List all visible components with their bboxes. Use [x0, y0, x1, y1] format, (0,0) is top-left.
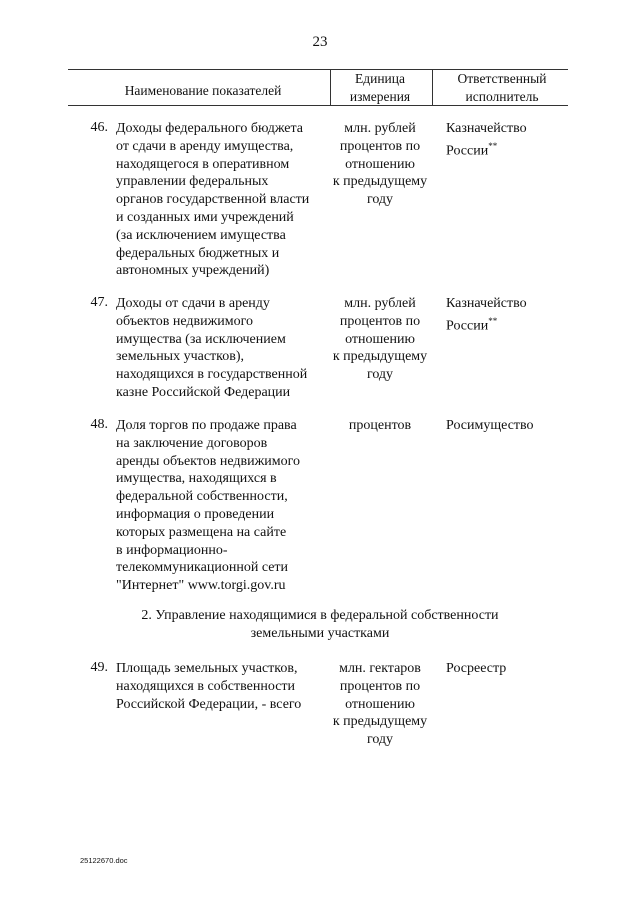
row-unit: млн. рублей процентов по отношению к предыдущему году [332, 121, 428, 208]
row-name: Доходы федерального бюджета от сдачи в аренду имущества, находящегося в оперативном управлении федеральных органов государственной власти и созданных ими учреждений (за исключением имущества федеральных бюджетных и автономных учреждений) [116, 121, 310, 279]
document-filename: 25122670.doc [80, 856, 128, 865]
row-number: 46. [90, 120, 108, 135]
header-unit: Единица измерения [349, 71, 411, 104]
row-name: Площадь земельных участков, находящихся в собственности Российской Федерации, - всего [116, 661, 302, 712]
page-number: 23 [312, 34, 328, 50]
row-number: 49. [90, 660, 108, 675]
section-heading: 2. Управление находящимися в федеральной собственности земельными участками [141, 608, 499, 641]
row-unit: процентов [348, 418, 412, 433]
row-responsible: Росимущество [446, 418, 534, 433]
row-name: Доходы от сдачи в аренду объектов недвижимого имущества (за исключением земельных участков), находящихся в государственной казне Российской Федерации [116, 296, 308, 400]
row-number: 47. [90, 295, 108, 310]
header-divider [432, 69, 433, 105]
row-unit: млн. рублей процентов по отношению к предыдущему году [332, 296, 428, 383]
row-responsible [446, 120, 576, 160]
footnote-mark: ** [488, 315, 498, 326]
row-name: Доля торгов по продаже права на заключение договоров аренды объектов недвижимого имущества, находящихся в федеральной собственности, информация о проведении которых размещена на сайте в информационно- телекоммуникационной сети "Интернет" www.torgi.gov.ru [116, 418, 301, 594]
responsible-text: Казначейство России [446, 296, 527, 334]
row-responsible: Росреестр [446, 661, 507, 676]
responsible-text: Казначейство России [446, 121, 527, 159]
row-number: 48. [90, 417, 108, 432]
row-unit: млн. гектаров процентов по отношению к предыдущему году [332, 661, 428, 748]
footnote-mark: ** [488, 140, 498, 151]
header-name: Наименование показателей [124, 83, 282, 98]
row-responsible [446, 295, 576, 335]
header-responsible: Ответственный исполнитель [457, 71, 547, 104]
